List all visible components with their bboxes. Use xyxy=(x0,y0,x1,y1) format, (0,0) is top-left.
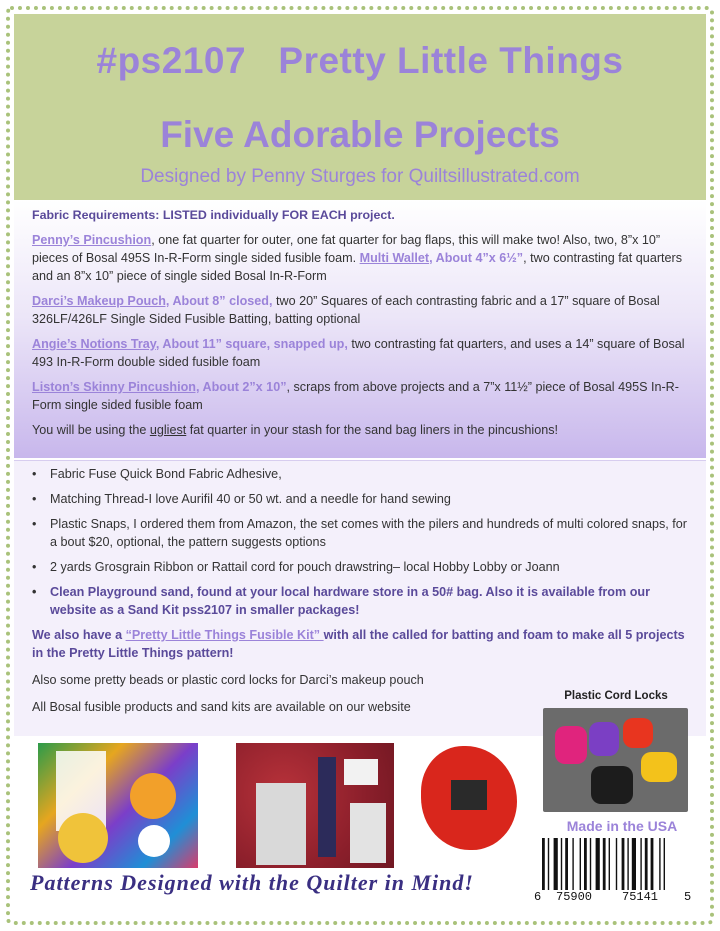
angie-notions-tray-text: Angie’s Notions Tray, About 11” square, snapped up, two contrasting fat quarters, and uses a 14” square of Bosal 493 In-R-Form double sided fusible foam xyxy=(32,337,685,369)
yellow-cord-lock-icon xyxy=(641,752,677,782)
fabric-heading: Fabric Requirements: LISTED individually FOR EACH project. xyxy=(32,208,395,222)
multi-wallet-photo xyxy=(38,743,198,868)
barcode-bars xyxy=(534,838,696,890)
supplies-list xyxy=(14,461,706,619)
list-item: • 2 yards Grosgrain Ribbon or Rattail cord for pouch drawstring– local Hobby Lobby or Joann xyxy=(32,558,694,576)
cord-locks-label: Plastic Cord Locks xyxy=(564,690,668,702)
pink-cord-lock-icon xyxy=(555,726,587,764)
black-cord-lock-icon xyxy=(591,766,633,804)
pennys-pincushion-text: Penny’s Pincushion, one fat quarter for outer, one fat quarter for bag flaps, this will make two! Also, two, 8”x 10” pieces of Bosal 495S In-R-Form single sided fusible foam. Multi Wallet, About 4”x 6½”, two contrasting fat quarters and an 8”x 10” piece of single sided Bosal In-R-Form xyxy=(32,233,683,283)
multi-wallet-link[interactable]: Multi Wallet xyxy=(359,251,430,265)
cord-locks-photo xyxy=(543,708,688,812)
pennys-pincushion-link[interactable]: Penny’s Pincushion xyxy=(32,233,152,247)
purple-cord-lock-icon xyxy=(589,722,619,756)
header-banner xyxy=(14,14,706,200)
darci-makeup-pouch-text: Darci’s Makeup Pouch, About 8” closed, two 20” Squares of each contrasting fabric and a 17” square of Bosal 326LF/426LF Single Sided Fusible Batting, batting optional xyxy=(32,294,660,326)
red-cord-lock-icon xyxy=(623,718,653,748)
makeup-pouch-photo xyxy=(236,743,394,868)
designer-credit: Designed by Penny Sturges for Quiltsillustrated.com xyxy=(140,166,580,187)
tagline: Patterns Designed with the Quilter in Mind! xyxy=(30,870,474,895)
fusible-kit-note: We also have a “Pretty Little Things Fusible Kit” with all the called for batting and foam to make all 5 projects in the Pretty Little Things pattern! xyxy=(32,628,685,660)
list-item: • Plastic Snaps, I ordered them from Amazon, the set comes with the pilers and hundreds of multi colored snaps, for a bout $20, optional, the pattern suggests options xyxy=(32,515,694,551)
angie-notions-tray-link[interactable]: Angie’s Notions Tray xyxy=(32,337,156,351)
darci-makeup-pouch-link[interactable]: Darci’s Makeup Pouch, xyxy=(32,294,170,308)
bosal-note: All Bosal fusible products and sand kits are available on our website xyxy=(32,700,411,714)
fabric-requirements xyxy=(14,200,706,458)
notions-tray-photo xyxy=(415,740,520,858)
list-item: • Matching Thread-I love Aurifil 40 or 50 wt. and a needle for hand sewing xyxy=(32,490,694,508)
fusible-kit-link[interactable]: “Pretty Little Things Fusible Kit” xyxy=(125,628,324,642)
liston-skinny-pincushion-text: Liston’s Skinny Pincushion, About 2”x 10”, scraps from above projects and a 7”x 11½” piece of Bosal 495S In-R-Form single sided fusible foam xyxy=(32,380,679,412)
ugliest-note: You will be using the ugliest fat quarter in your stash for the sand bag liners in the pincushions! xyxy=(32,423,558,437)
pattern-title: #ps2107 Pretty Little Things xyxy=(96,40,624,81)
product-barcode: 6 75900 75141 5 xyxy=(534,838,696,904)
list-item: • Fabric Fuse Quick Bond Fabric Adhesive, xyxy=(32,465,694,483)
list-item: • Clean Playground sand, found at your local hardware store in a 50# bag. Also it is available from our website as a Sand Kit pss2107 in smaller packages! xyxy=(32,583,694,619)
liston-skinny-pincushion-link[interactable]: Liston’s Skinny Pincushion, xyxy=(32,380,200,394)
beads-note: Also some pretty beads or plastic cord locks for Darci’s makeup pouch xyxy=(32,673,424,687)
pattern-subtitle: Five Adorable Projects xyxy=(160,114,560,155)
made-in-usa: Made in the USA xyxy=(566,818,678,834)
